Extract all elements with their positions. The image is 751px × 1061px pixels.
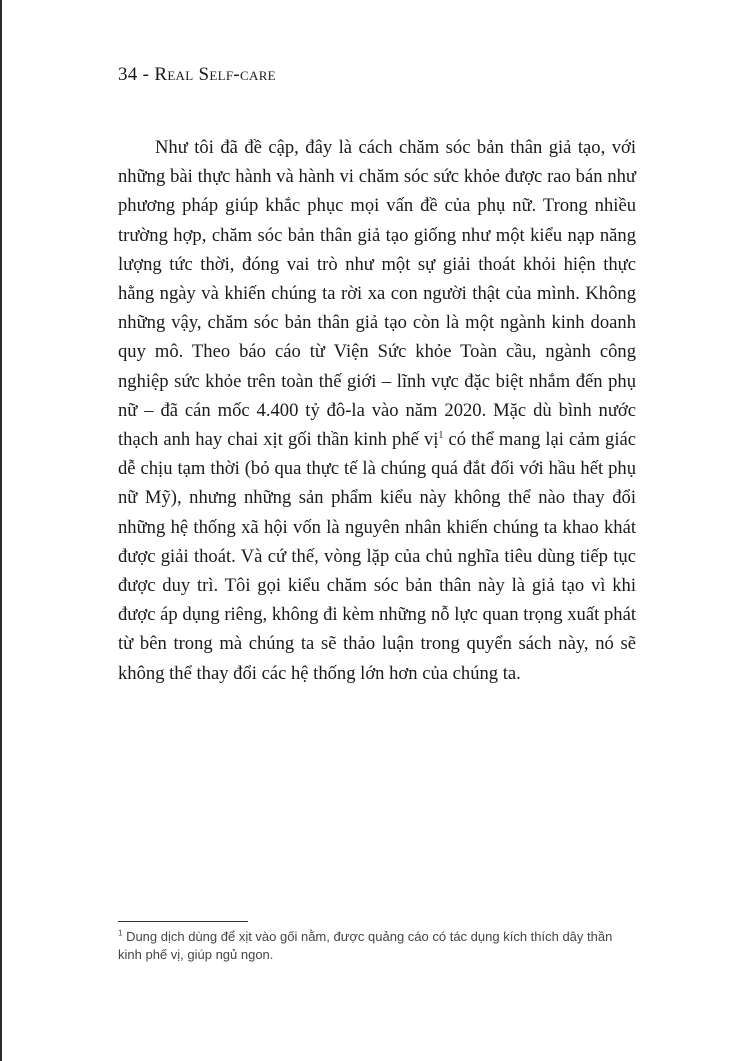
book-title: Real Self-care: [154, 64, 276, 85]
footnote-text: Dung dịch dùng để xịt vào gối nằm, được quảng cáo có tác dụng kích thích dây thần kinh phế vị, giúp ngủ ngon.: [118, 929, 613, 962]
running-header: [118, 64, 276, 86]
page-number: 34: [118, 64, 138, 85]
body-paragraph: [118, 133, 636, 688]
footnote-marker: 1: [118, 928, 123, 938]
footnote: [118, 928, 636, 964]
paragraph-text-part-1: Như tôi đã đề cập, đây là cách chăm sóc bản thân giả tạo, với những bài thực hành và hành vi chăm sóc sức khỏe được rao bán như phương pháp giúp khắc phục mọi vấn đề của phụ nữ. Trong nhiều trường hợp, chăm sóc bản thân giả tạo giống như một kiểu nạp năng lượng tức thời, đóng vai trò như một sự giải thoát khỏi hiện thực hằng ngày và khiến chúng ta rời xa con người thật của mình. Không những vậy, chăm sóc bản thân giả tạo còn là một ngành kinh doanh quy mô. Theo báo cáo từ Viện Sức khỏe Toàn cầu, ngành công nghiệp sức khỏe trên toàn thế giới – lĩnh vực đặc biệt nhắm đến phụ nữ – đã cán mốc 4.400 tỷ đô-la vào năm 2020. Mặc dù bình nước thạch anh hay chai xịt gối thần kinh phế vị: [118, 137, 636, 451]
page-edge-rule: [0, 0, 2, 1061]
footnote-reference: 1: [438, 429, 444, 441]
paragraph-text-part-2: có thể mang lại cảm giác dễ chịu tạm thời (bỏ qua thực tế là chúng quá đắt đối với hầu hết phụ nữ Mỹ), nhưng những sản phẩm kiểu này không thể nào thay đổi những hệ thống xã hội vốn là nguyên nhân khiến chúng ta khao khát được giải thoát. Và cứ thế, vòng lặp của chủ nghĩa tiêu dùng tiếp tục được duy trì. Tôi gọi kiểu chăm sóc bản thân này là giả tạo vì khi được áp dụng riêng, không đi kèm những nỗ lực quan trọng xuất phát từ bên trong mà chúng ta sẽ thảo luận trong quyển sách này, nó sẽ không thể thay đổi các hệ thống lớn hơn của chúng ta.: [118, 429, 636, 684]
header-separator: -: [137, 64, 155, 85]
footnote-divider: [118, 921, 248, 922]
